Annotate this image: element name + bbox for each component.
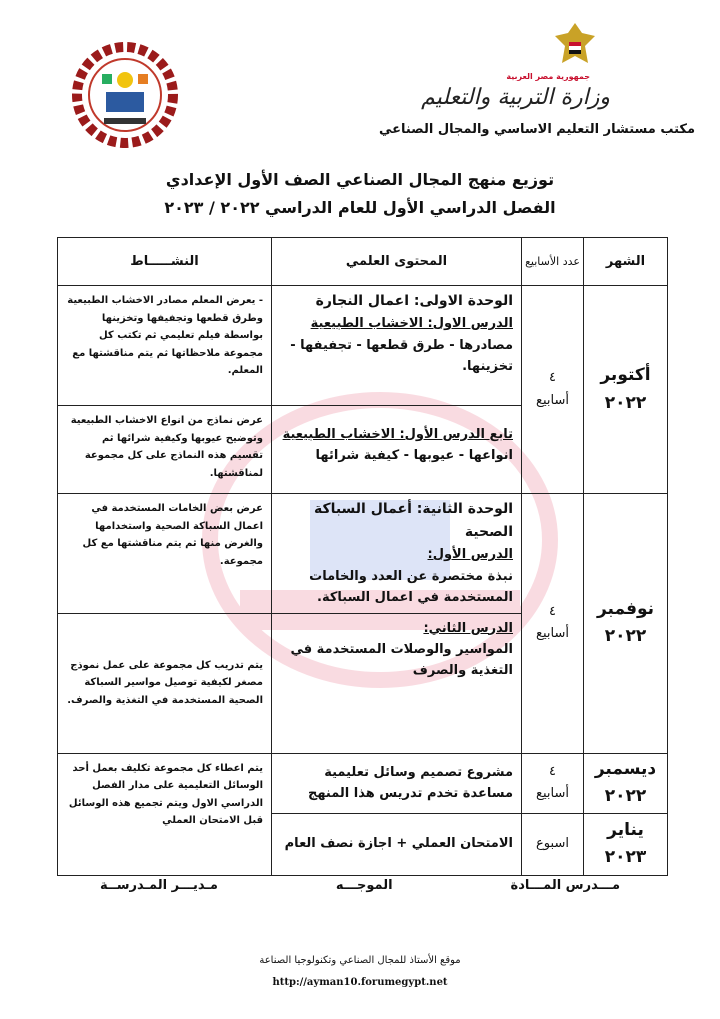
table-header-row (58, 238, 668, 286)
activity-cell (58, 753, 272, 875)
month-cell (584, 813, 668, 875)
activity-cell (58, 286, 272, 406)
unit-title: الوحدة الاولى: اعمال النجارة (315, 293, 513, 309)
content-text: مشروع تصميم وسائل تعليمية مساعدة تخدم تدريس هذا المنهج (307, 764, 513, 801)
page-header (0, 0, 720, 235)
month-cell (584, 753, 668, 813)
content-cell (272, 613, 522, 753)
content-text: الامتحان العملي + اجازة نصف العام (284, 836, 513, 852)
month-year: ٢٠٢٢ (604, 392, 647, 413)
lesson-text: مصادرها - طرق قطعها - تجفيفها - تخزينها. (290, 337, 513, 374)
weeks-label: أسابيع (536, 786, 569, 801)
header-activity: النشـــــاط (58, 238, 272, 286)
month-name: يناير (607, 819, 644, 840)
header-content: المحتوى العلمي (272, 238, 522, 286)
weeks-cell (522, 753, 584, 813)
weeks-number: ٤ (549, 604, 556, 620)
lesson-text: انواعها - عيوبها - كيفية شرائها (315, 448, 513, 464)
weeks-label: أسابيع (536, 392, 569, 408)
table-row (58, 286, 668, 406)
activity-text: يتم اعطاء كل مجموعة تكليف بعمل أحد الوسائل التعليمية على مدار الفصل الدراسي الاول ويتم تجميع هذه الوسائل قبل الامتحان العملي (68, 762, 263, 826)
content-cell (272, 286, 522, 406)
lesson-title: الدرس الأول: (427, 547, 513, 563)
signature-row (100, 878, 620, 893)
month-name: أكتوبر (600, 365, 651, 386)
republic-caption: جمهورية مصر العربية (506, 72, 590, 81)
weeks-label: اسبوع (536, 835, 569, 851)
month-year: ٢٠٢٢ (604, 626, 647, 647)
header-weeks: عدد الأسابيع (522, 238, 584, 286)
footer-url[interactable]: http://ayman10.forumegypt.net (272, 977, 448, 988)
activity-cell (58, 494, 272, 614)
lesson-text: نبذة مختصرة عن العدد والخامات المستخدمة في اعمال السباكة. (309, 568, 513, 606)
weeks-label: أسابيع (536, 626, 569, 642)
month-cell (584, 286, 668, 494)
table-row (58, 753, 668, 813)
weeks-number: ٤ (549, 763, 556, 779)
unit-title: الوحدة الثانية: أعمال السباكة الصحية (313, 501, 513, 541)
month-year: ٢٠٢٣ (604, 847, 647, 867)
header-month: الشهر (584, 238, 668, 286)
lesson-text: المواسير والوصلات المستخدمة في التغذية والصرف (290, 641, 513, 679)
page-subtitle: الفصل الدراسي الأول للعام الدراسي ٢٠٢٢ / ٢٠٢٣ (164, 198, 556, 217)
content-cell (272, 753, 522, 813)
office-name: مكتب مستشار التعليم الاساسي والمجال الصناعي (378, 122, 695, 137)
lesson-title: الدرس الثاني: (423, 620, 513, 636)
activity-text: عرض نماذج من انواع الاخشاب الطبيعية وتوضيح عيوبها وكيفية شرائها ثم تقسيم هذه النماذج على كل مجموعة لمناقشتها. (70, 415, 263, 479)
table-row (58, 494, 668, 614)
activity-text: يتم تدريب كل مجموعة على عمل نموذج مصغر لكيفية توصيل مواسير السباكة الصحية المستخدمة في التغذية والصرف. (67, 659, 263, 706)
weeks-number: ٤ (549, 370, 556, 386)
signature-teacher: مـــدرس المـــادة (510, 878, 620, 893)
weeks-cell (522, 286, 584, 494)
activity-text: - يعرض المعلم مصادر الاخشاب الطبيعية وطرق قطعها وتجفيفها وتخزينها بواسطة فيلم تعليمي ثم تكتب كل مجموعة ملاحظاتها ثم يتم مناقشتها مع المعلم. (67, 295, 263, 376)
weeks-cell (522, 494, 584, 754)
content-cell (272, 813, 522, 875)
activity-cell (58, 406, 272, 494)
footer-site-name: موقع الأستاذ للمجال الصناعي وتكنولوجيا الصناعة (259, 955, 461, 966)
content-cell (272, 494, 522, 614)
content-cell (272, 406, 522, 494)
lesson-title: تابع الدرس الأول: الاخشاب الطبيعية (282, 427, 513, 442)
month-name: نوفمبر (596, 599, 655, 620)
month-name: ديسمبر (594, 758, 657, 779)
curriculum-table (57, 237, 668, 876)
signature-principal: مـديـــر المـدرســة (100, 878, 218, 893)
activity-text: عرض بعض الخامات المستخدمة في اعمال السباكة الصحية واستخدامها والغرض منها ثم يتم مناقشتها مع كل مجموعة. (82, 503, 263, 567)
page-title: توزيع منهج المجال الصناعي الصف الأول الإعدادي (165, 170, 555, 189)
egypt-eagle-emblem (550, 18, 600, 78)
activity-cell (58, 613, 272, 753)
signature-supervisor: الموجـــه (335, 878, 393, 893)
industrial-field-logo (70, 40, 180, 150)
month-year: ٢٠٢٢ (604, 786, 647, 806)
weeks-cell (522, 813, 584, 875)
ministry-name: وزارة التربية والتعليم (421, 85, 610, 110)
month-cell (584, 494, 668, 754)
lesson-title: الدرس الاول: الاخشاب الطبيعية (310, 316, 513, 332)
